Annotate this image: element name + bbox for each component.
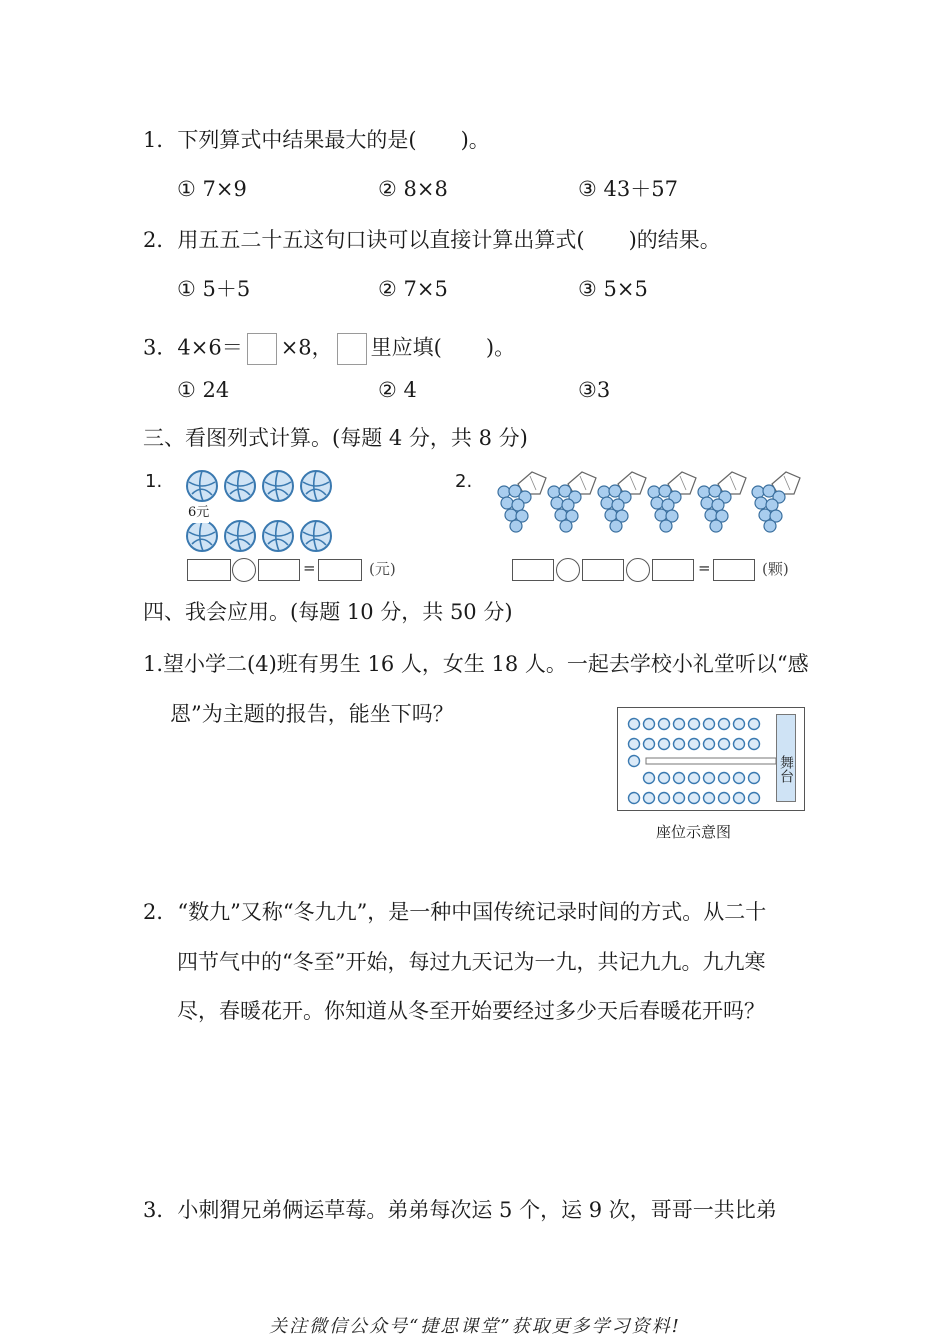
operator-circle xyxy=(232,558,256,582)
application-1-line-2: 恩”为主题的报告，能坐下吗？ xyxy=(170,702,454,726)
application-3-line-1: 3．小刺猬兄弟俩运草莓。弟弟每次运 5 个，运 9 次，哥哥一共比弟 xyxy=(143,1198,777,1222)
answer-box xyxy=(247,333,277,365)
answer-box xyxy=(337,333,367,365)
operator-circle xyxy=(556,558,580,582)
seating-diagram xyxy=(617,707,805,811)
section-3-heading: 三、看图列式计算。(每题 4 分，共 8 分) xyxy=(143,426,528,450)
application-2-line-2: 四节气中的“冬至”开始，每过九天记为一九，共记九九。九九寒 xyxy=(177,950,766,974)
answer-box xyxy=(258,559,300,581)
picture-problem-2-number: 2. xyxy=(455,471,473,492)
equals-sign: = xyxy=(303,559,316,577)
answer-box xyxy=(582,559,624,581)
grapes-illustration xyxy=(494,464,804,544)
application-2-line-1: 2．“数九”又称“冬九九”，是一种中国传统记录时间的方式。从二十 xyxy=(143,900,767,924)
q2-option-2: ② 7×5 xyxy=(378,277,448,301)
picture-problem-1-number: 1. xyxy=(145,471,163,492)
application-2-line-3: 尽，春暖花开。你知道从冬至开始要经过多少天后春暖花开吗？ xyxy=(177,999,765,1023)
answer-box xyxy=(318,559,362,581)
q3-option-1: ① 24 xyxy=(177,378,230,402)
answer-box xyxy=(713,559,755,581)
q1-option-3: ③ 43＋57 xyxy=(578,177,678,201)
footer-note: 关注微信公众号“捷思课堂”获取更多学习资料! xyxy=(269,1316,681,1337)
question-1-stem: 1．下列算式中结果最大的是( )。 xyxy=(143,128,490,152)
answer-box xyxy=(512,559,554,581)
q1-option-2: ② 8×8 xyxy=(378,177,448,201)
q1-option-1: ① 7×9 xyxy=(177,177,247,201)
operator-circle xyxy=(626,558,650,582)
answer-box xyxy=(187,559,231,581)
application-1-line-1: 1.望小学二(4)班有男生 16 人，女生 18 人。一起去学校小礼堂听以“感 xyxy=(143,652,809,676)
stage: 舞台 xyxy=(776,714,796,802)
diagram-caption: 座位示意图 xyxy=(656,823,732,841)
question-3-stem: 3．4×6＝ ×8， 里应填( )。 xyxy=(143,333,515,365)
unit-label: (元) xyxy=(369,560,396,578)
price-label: 6元 xyxy=(188,503,209,523)
section-4-heading: 四、我会应用。(每题 10 分，共 50 分) xyxy=(143,600,513,624)
equals-sign: = xyxy=(698,559,711,577)
unit-label: (颗) xyxy=(762,560,789,578)
q3-option-3: ③3 xyxy=(578,378,611,402)
question-2-stem: 2．用五五二十五这句口诀可以直接计算出算式( )的结果。 xyxy=(143,228,721,252)
q2-option-3: ③ 5×5 xyxy=(578,277,648,301)
answer-box xyxy=(652,559,694,581)
q3-option-2: ② 4 xyxy=(378,378,417,402)
q2-option-1: ① 5＋5 xyxy=(177,277,251,301)
